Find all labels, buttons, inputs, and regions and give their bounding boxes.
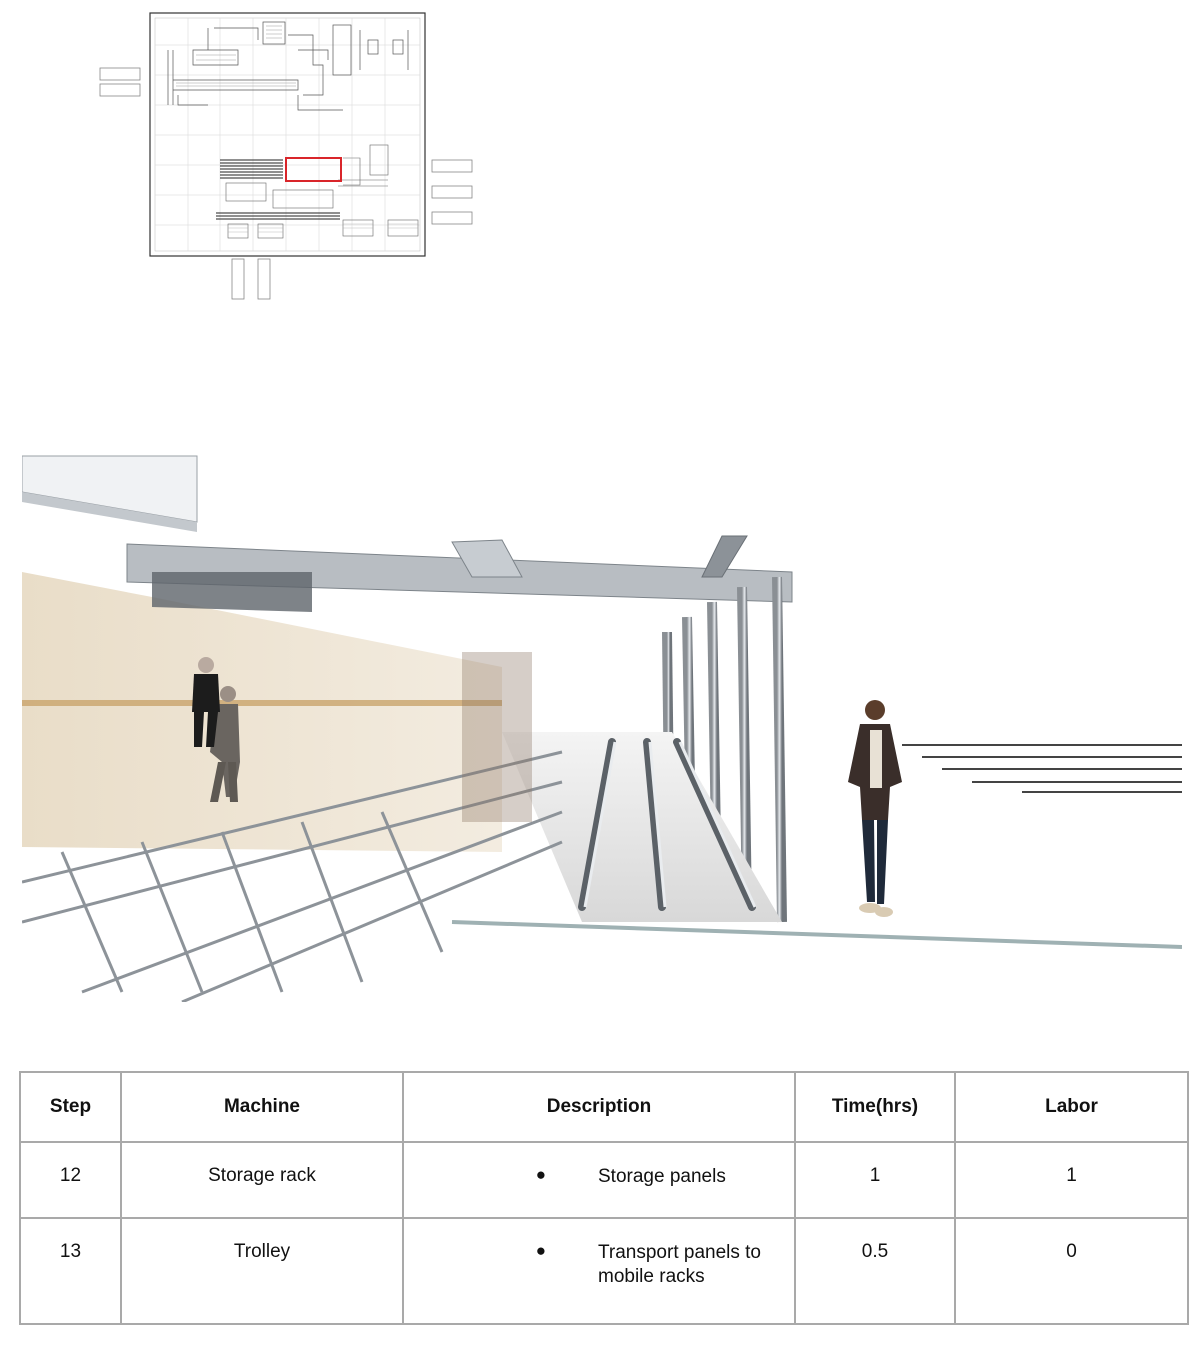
description-text: Transport panels to mobile racks bbox=[598, 1242, 761, 1287]
factory-floor-plan bbox=[98, 10, 478, 305]
bullet-icon: ● bbox=[535, 1165, 546, 1184]
bullet-icon: ● bbox=[535, 1241, 546, 1260]
cell-step: 13 bbox=[20, 1218, 121, 1324]
header-labor: Labor bbox=[955, 1072, 1188, 1142]
cell-step: 12 bbox=[20, 1142, 121, 1218]
truck-bays-left bbox=[100, 68, 140, 96]
header-machine: Machine bbox=[121, 1072, 403, 1142]
cell-time: 0.5 bbox=[795, 1218, 955, 1324]
cell-machine: Storage rack bbox=[121, 1142, 403, 1218]
cell-machine: Trolley bbox=[121, 1218, 403, 1324]
cell-description bbox=[403, 1218, 795, 1324]
table-header-row bbox=[20, 1072, 1188, 1142]
truck-bays-bottom bbox=[232, 259, 270, 299]
glass-panel bbox=[462, 652, 532, 822]
cell-labor: 0 bbox=[955, 1218, 1188, 1324]
person-standing-right bbox=[848, 700, 902, 917]
cell-time: 1 bbox=[795, 1142, 955, 1218]
process-steps-table bbox=[19, 1071, 1189, 1325]
header-description: Description bbox=[403, 1072, 795, 1142]
header-step: Step bbox=[20, 1072, 121, 1142]
distant-rails bbox=[902, 745, 1182, 792]
cell-labor: 1 bbox=[955, 1142, 1188, 1218]
truck-bays-right bbox=[432, 160, 472, 224]
header-time: Time(hrs) bbox=[795, 1072, 955, 1142]
building-outline bbox=[150, 13, 425, 256]
table-row bbox=[20, 1142, 1188, 1218]
storage-rack-rendering bbox=[22, 452, 1182, 1002]
description-text: Storage panels bbox=[598, 1166, 726, 1187]
floor-pipe bbox=[452, 922, 1182, 947]
cell-description bbox=[403, 1142, 795, 1218]
table-row bbox=[20, 1218, 1188, 1324]
